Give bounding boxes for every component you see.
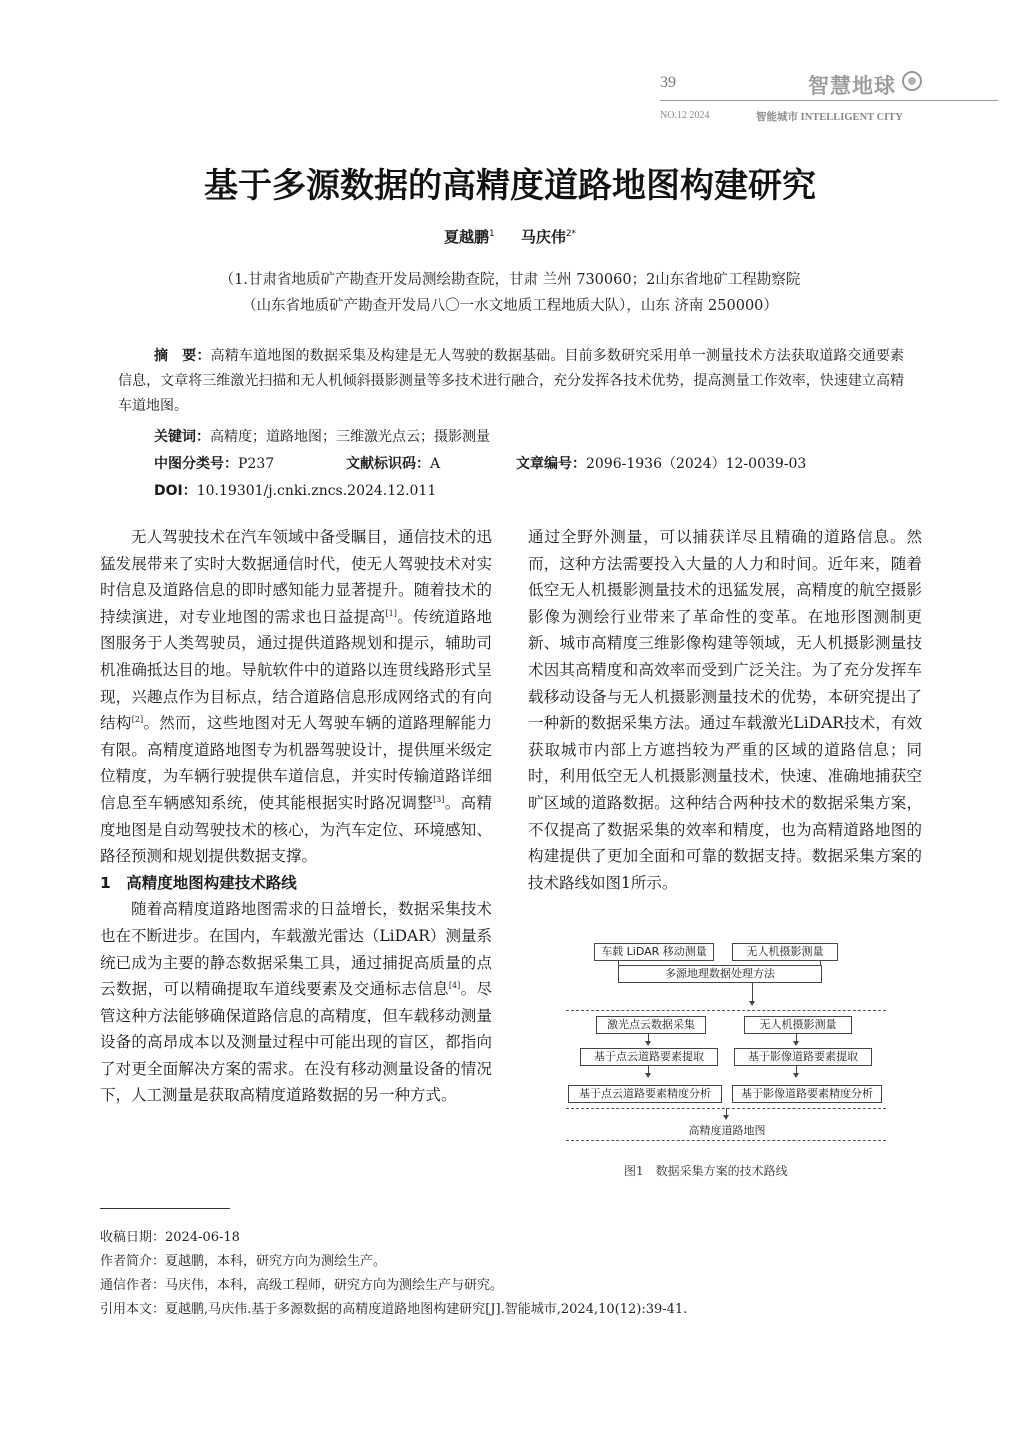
footnote-author-bio: 作者简介：夏越鹏，本科，研究方向为测绘生产。 bbox=[100, 1254, 387, 1269]
arrow-down-icon bbox=[723, 1115, 729, 1120]
page-number: 39 bbox=[660, 74, 676, 91]
keywords bbox=[154, 426, 490, 446]
arrow-down-icon bbox=[793, 1073, 799, 1078]
citation-ref[interactable]: [4] bbox=[448, 980, 461, 990]
citation-ref[interactable]: [1] bbox=[385, 608, 397, 618]
document-code: 文献标识码：A bbox=[346, 456, 441, 472]
footnote-received: 收稿日期：2024-06-18 bbox=[100, 1230, 240, 1245]
journal-name: 智能城市 INTELLIGENT CITY bbox=[756, 112, 903, 123]
author-name: 马庆伟 bbox=[520, 228, 566, 246]
doi: DOI：10.19301/j.cnki.zncs.2024.12.011 bbox=[154, 483, 437, 499]
flow-box-pc-extract: 基于点云道路要素提取 bbox=[580, 1048, 718, 1066]
journal-brand: 智慧地球 bbox=[808, 74, 896, 98]
footnote-corresponding: 通信作者：马庆伟，本科，高级工程师，研究方向为测绘生产与研究。 bbox=[100, 1278, 504, 1293]
doi-link[interactable]: 10.19301/j.cnki.zncs.2024.12.011 bbox=[196, 483, 437, 499]
flow-box-uav: 无人机摄影测量 bbox=[732, 943, 838, 961]
body-paragraph: 随着高精度道路地图需求的日益增长，数据采集技术也在不断进步。在国内，车载激光雷达（LiDAR）测量系统已成为主要的静态数据采集工具，通过捕捉高质量的点云数据，可以精确提取车道线要素及交通标志信息[4]。尽管这种方法能够确保道路信息的高精度，但车载移动测量设备的高昂成本以及测量过程中可能出现的盲区，都指向了对更全面解决方案的需求。在没有移动测量设备的情况下，人工测量是获取高精度道路数据的另一种方式。 bbox=[100, 900, 492, 1105]
author-line bbox=[0, 226, 1020, 247]
figure-1-flowchart bbox=[566, 940, 888, 1145]
arrow-down-icon bbox=[793, 1041, 799, 1046]
clc-number: 中图分类号：P237 bbox=[154, 456, 275, 472]
author-affiliation-mark: 2* bbox=[565, 229, 577, 239]
citation-ref[interactable]: [3] bbox=[433, 794, 445, 804]
body-paragraph: 通过全野外测量，可以捕获详尽且精确的道路信息。然而，这种方法需要投入大量的人力和时间。近年来，随着低空无人机摄影测量技术的迅猛发展，高精度的航空摄影影像为测绘行业带来了革命性的变革。在地形图测制更新、城市高精度三维影像构建等领域，无人机摄影测量技术因其高精度和高效率而受到广泛关注。为了充分发挥车载移动设备与无人机摄影测量技术的优势，本研究提出了一种新的数据采集方法。通过车载激光LiDAR技术，有效获取城市内部上方遮挡较为严重的区域的道路信息；同时，利用低空无人机摄影测量技术，快速、准确地捕获空旷区域的道路数据。这种结合两种技术的数据采集方案，不仅提高了数据采集的效率和精度，也为高精道路地图的构建提供了更加全面和可靠的数据支持。数据采集方案的技术路线如图1所示。 bbox=[528, 528, 922, 892]
abstract-label: 摘 要： bbox=[154, 348, 211, 364]
flow-box-img-analysis: 基于影像道路要素精度分析 bbox=[732, 1085, 882, 1103]
flow-box-pc-collect: 激光点云数据采集 bbox=[596, 1016, 706, 1034]
flow-box-method: 多源地理数据处理方法 bbox=[618, 965, 822, 983]
right-column bbox=[528, 524, 922, 896]
figure-caption: 图1 数据采集方案的技术路线 bbox=[624, 1164, 788, 1178]
left-column bbox=[100, 524, 492, 1109]
flow-box-pc-analysis: 基于点云道路要素精度分析 bbox=[568, 1085, 722, 1103]
citation-ref[interactable]: [2] bbox=[131, 715, 144, 724]
arrow-down-icon bbox=[645, 1041, 651, 1046]
arrow-down-icon bbox=[749, 1001, 755, 1006]
paper-title: 基于多源数据的高精度道路地图构建研究 bbox=[204, 166, 816, 206]
flow-box-map: 高精度道路地图 bbox=[656, 1122, 798, 1140]
footnote-citation: 引用本文：夏越鹏,马庆伟.基于多源数据的高精度道路地图构建研究[J].智能城市,2024,10(12):39-41. bbox=[100, 1302, 688, 1317]
author-affiliation-mark: 1 bbox=[488, 229, 495, 239]
footnote-rule bbox=[100, 1208, 230, 1209]
author-name: 夏越鹏 bbox=[443, 228, 489, 246]
body-paragraph: 无人驾驶技术在汽车领域中备受瞩目，通信技术的迅猛发展带来了实时大数据通信时代，使无人驾驶技术对实时信息及道路信息的即时感知能力显著提升。随着技术的持续演进，对专业地图的需求也日益提高[1]。传统道路地图服务于人类驾驶员，通过提供道路规划和提示，辅助司机准确抵达目的地。导航软件中的道路以连贯线路形式呈现，兴趣点作为目标点，结合道路信息形成网络式的有向结构[2]。然而，这些地图对无人驾驶车辆的道路理解能力有限。高精度道路地图专为机器驾驶设计，提供厘米级定位精度，为车辆行驶提供车道信息，并实时传输道路详细信息至车辆感知系统，使其能根据实时路况调整[3]。高精度地图是自动驾驶技术的核心，为汽车定位、环境感知、路径预测和规划提供数据支撑。 bbox=[100, 528, 492, 866]
globe-icon bbox=[902, 71, 922, 91]
keywords-label: 关键词： bbox=[154, 429, 210, 445]
abstract-text: 高精车道地图的数据采集及构建是无人驾驶的数据基础。目前多数研究采用单一测量技术方法获取道路交通要素信息，文章将三维激光扫描和无人机倾斜摄影测量等多技术进行融合，充分发挥各技术优势，提高测量工作效率，快速建立高精车道地图。 bbox=[118, 348, 905, 414]
section-heading: 1 高精度地图构建技术路线 bbox=[100, 873, 297, 892]
affiliation-line: （1.甘肃省地质矿产勘查开发局测绘勘查院，甘肃 兰州 730060；2山东省地矿工程勘察院 bbox=[219, 272, 801, 288]
flow-box-lidar: 车载 LiDAR 移动测量 bbox=[594, 943, 714, 961]
header-rule bbox=[660, 100, 998, 101]
arrow-down-icon bbox=[645, 1073, 651, 1078]
article-number: 文章编号：2096-1936（2024）12-0039-03 bbox=[516, 456, 807, 472]
abstract bbox=[118, 344, 904, 419]
affiliation-line: （山东省地质矿产勘查开发局八〇一水文地质工程地质大队），山东 济南 250000） bbox=[242, 298, 778, 314]
keywords-text: 高精度；道路地图；三维激光点云；摄影测量 bbox=[210, 429, 490, 445]
issue-number: NO.12 2024 bbox=[660, 110, 710, 121]
flow-box-uav-photo: 无人机摄影测量 bbox=[744, 1016, 852, 1034]
flow-box-img-extract: 基于影像道路要素提取 bbox=[734, 1048, 872, 1066]
